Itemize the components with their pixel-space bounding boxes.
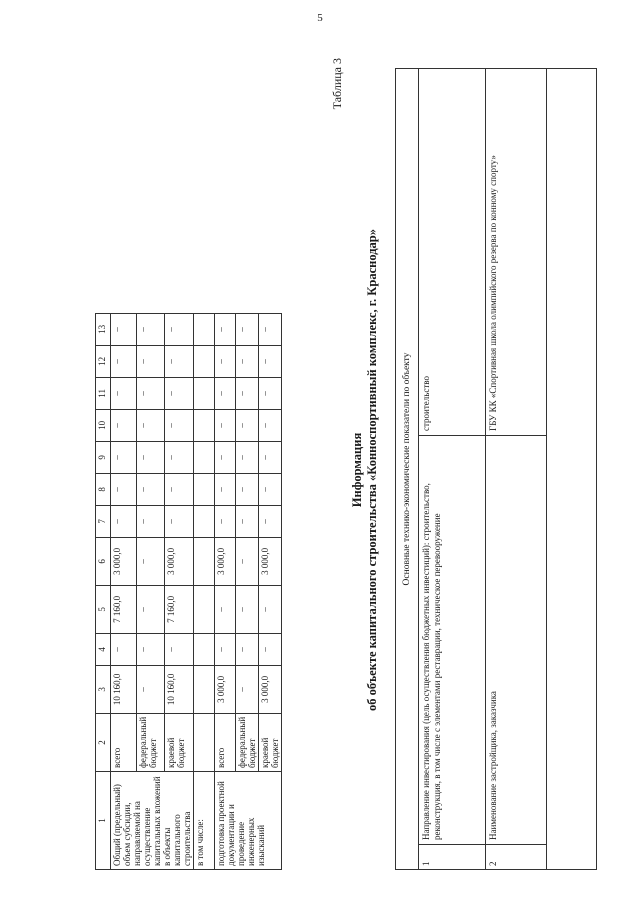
info-row-number: 2 [486,844,546,869]
value-cell: – [236,377,259,409]
empty-cell [194,345,215,377]
value-cell: – [137,377,165,409]
value-cell: – [137,665,165,713]
budget-type-cell: федеральный бюджет [236,713,259,771]
rotated-landscape-content [95,50,625,880]
value-cell: – [215,409,236,441]
page-number: 5 [317,12,323,24]
value-cell: – [111,441,137,473]
value-cell: – [111,345,137,377]
value-cell: – [165,441,194,473]
budget-type-cell: краевой бюджет [259,713,282,771]
value-cell: – [236,441,259,473]
value-cell: – [165,377,194,409]
column-number-header: 6 [96,537,111,585]
value-cell: 3 000,0 [259,665,282,713]
empty-cell [194,409,215,441]
column-number-header: 9 [96,441,111,473]
value-cell: – [236,473,259,505]
value-cell: – [137,585,165,633]
budget-type-cell: краевой бюджет [165,713,194,771]
value-cell: – [259,585,282,633]
value-cell: – [137,633,165,665]
column-number-header: 2 [96,713,111,771]
empty-cell [194,441,215,473]
empty-cell [194,585,215,633]
financing-table-body [96,313,282,869]
value-cell: – [137,409,165,441]
empty-cell [194,633,215,665]
value-cell: – [259,377,282,409]
empty-cell [194,377,215,409]
info-row [419,69,486,869]
value-cell: – [215,377,236,409]
value-cell: – [137,345,165,377]
value-cell: – [236,633,259,665]
value-cell: 3 000,0 [215,665,236,713]
info-section-header: Основные технико-экономические показатели по объекту [396,69,419,869]
value-cell: 3 000,0 [259,537,282,585]
value-cell: 3 000,0 [215,537,236,585]
empty-cell [194,713,215,771]
empty-cell [194,313,215,345]
value-cell: – [259,633,282,665]
in-that-number-label: в том числе: [194,772,215,870]
value-cell: – [259,313,282,345]
column-number-header: 8 [96,473,111,505]
empty-cell [194,505,215,537]
value-cell: – [236,537,259,585]
value-cell: – [111,633,137,665]
value-cell: – [165,313,194,345]
value-cell: – [236,409,259,441]
table-row [194,313,215,869]
value-cell: – [111,473,137,505]
value-cell: 7 160,0 [111,585,137,633]
info-row-value: ГБУ КК «Спортивная школа олимпийского резерва по конному спорту» [488,155,498,431]
value-cell: – [137,313,165,345]
value-cell: 3 000,0 [165,537,194,585]
budget-type-cell: всего [111,713,137,771]
empty-cell [194,473,215,505]
value-cell: – [215,441,236,473]
empty-cell [194,537,215,585]
value-cell: – [165,505,194,537]
value-cell: – [215,585,236,633]
column-number-header: 11 [96,377,111,409]
table-row [111,313,137,869]
column-number-header: 5 [96,585,111,633]
info-row-number: 1 [419,844,485,869]
value-cell: – [215,633,236,665]
value-cell: – [259,345,282,377]
value-cell: – [137,505,165,537]
value-cell: – [236,505,259,537]
value-cell: – [165,409,194,441]
column-number-header: 12 [96,345,111,377]
column-number-header: 4 [96,633,111,665]
value-cell: – [259,473,282,505]
value-cell: – [111,409,137,441]
total-subsidy-label: Общий (предельный) объем субсидии, направляемой на осуществление капитальных вложений в объекты капитального строительства [111,772,194,870]
value-cell: – [215,313,236,345]
financing-table [95,313,282,870]
value-cell: – [215,345,236,377]
value-cell: – [259,409,282,441]
value-cell: – [165,633,194,665]
budget-type-cell: федеральный бюджет [137,713,165,771]
value-cell: – [259,441,282,473]
column-number-header: 7 [96,505,111,537]
column-number-header: 10 [96,409,111,441]
value-cell: 3 000,0 [111,537,137,585]
value-cell: – [236,313,259,345]
info-row-label: Наименование застройщика, заказчика [486,435,546,844]
value-cell: – [111,313,137,345]
value-cell: – [259,505,282,537]
empty-cell [194,665,215,713]
value-cell: – [165,473,194,505]
table-row [215,313,236,869]
value-cell: 10 160,0 [111,665,137,713]
value-cell: – [137,441,165,473]
value-cell: – [215,505,236,537]
info-table [395,68,597,870]
table-caption: Таблица 3 [330,58,344,110]
column-number-header: 13 [96,313,111,345]
value-cell: – [165,345,194,377]
value-cell: – [137,537,165,585]
value-cell: – [236,345,259,377]
column-number-header: 1 [96,772,111,870]
value-cell: 10 160,0 [165,665,194,713]
design-docs-label: подготовка проектной документации и проведение инженерных изысканий [215,772,282,870]
column-number-header: 3 [96,665,111,713]
value-cell: – [111,505,137,537]
value-cell: – [236,585,259,633]
info-row-label: Направление инвестирования (цель осуществления бюджетных инвестиций): строительство, реконструкция, в том числе с элементами реставрации, техническое перевооружение [419,435,485,844]
value-cell: – [236,665,259,713]
value-cell: 7 160,0 [165,585,194,633]
info-title-line1: Информация [350,432,364,508]
info-title-line2: об объекте капитального строительства «Конноспортивный комплекс, г. Краснодар» [365,229,379,711]
value-cell: – [215,473,236,505]
value-cell: – [137,473,165,505]
info-row [486,69,547,869]
info-row-value: строительство [421,376,431,431]
table-header-row [96,313,111,869]
info-title [350,60,380,880]
budget-type-cell: всего [215,713,236,771]
value-cell: – [111,377,137,409]
